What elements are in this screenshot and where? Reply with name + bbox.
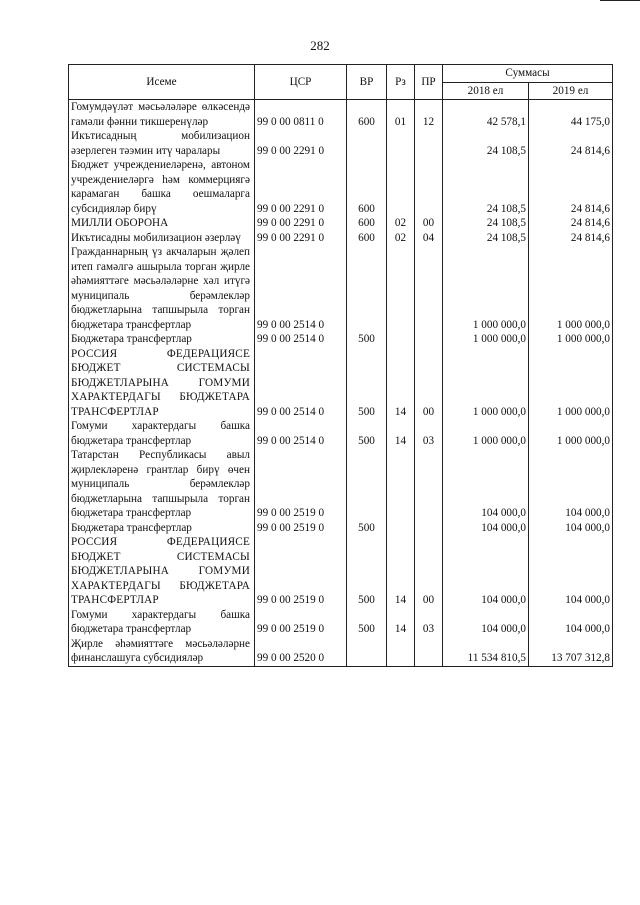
table-row <box>69 637 613 667</box>
row-sum-2019: 1 000 000,0 <box>529 332 613 347</box>
row-pr <box>415 158 443 216</box>
header-name: Исеме <box>69 65 255 100</box>
row-csr: 99 0 00 2291 0 <box>255 231 347 246</box>
row-csr: 99 0 00 2519 0 <box>255 608 347 637</box>
row-pr <box>415 521 443 536</box>
row-pr: 03 <box>415 608 443 637</box>
row-rz <box>387 158 415 216</box>
row-pr <box>415 448 443 521</box>
row-csr: 99 0 00 2519 0 <box>255 521 347 536</box>
row-name: РОССИЯ ФЕДЕРАЦИЯСЕ БЮДЖЕТ СИСТЕМАСЫ БЮДЖЕТЛАРЫНА ГОМУМИ ХАРАКТЕРДАГЫ БЮДЖЕТАРА ТРАНСФЕРТЛАР <box>69 535 255 608</box>
row-vr: 600 <box>347 231 387 246</box>
row-sum-2019: 1 000 000,0 <box>529 419 613 448</box>
row-csr: 99 0 00 2520 0 <box>255 637 347 667</box>
row-vr <box>347 637 387 667</box>
row-rz: 14 <box>387 535 415 608</box>
row-vr: 500 <box>347 608 387 637</box>
row-pr: 00 <box>415 535 443 608</box>
row-vr: 500 <box>347 332 387 347</box>
row-csr: 99 0 00 0811 0 <box>255 100 347 130</box>
table-row <box>69 100 613 130</box>
header-csr: ЦСР <box>255 65 347 100</box>
row-csr: 99 0 00 2514 0 <box>255 332 347 347</box>
row-rz <box>387 448 415 521</box>
header-pr: ПР <box>415 65 443 100</box>
row-pr: 12 <box>415 100 443 130</box>
row-sum-2018: 104 000,0 <box>443 535 529 608</box>
row-sum-2019: 104 000,0 <box>529 535 613 608</box>
row-name: Бюджетара трансфертлар <box>69 332 255 347</box>
header-vr: ВР <box>347 65 387 100</box>
row-csr: 99 0 00 2514 0 <box>255 419 347 448</box>
row-name: Бюджет учреждениеләренә, автоном учреждениеләргә һәм коммерциягә карамаган башка оешмаларга субсидияләр бирү <box>69 158 255 216</box>
row-rz <box>387 637 415 667</box>
row-csr: 99 0 00 2514 0 <box>255 245 347 332</box>
table-row <box>69 216 613 231</box>
table-row <box>69 521 613 536</box>
row-rz: 14 <box>387 347 415 420</box>
row-pr <box>415 129 443 158</box>
row-name: МИЛЛИ ОБОРОНА <box>69 216 255 231</box>
row-sum-2018: 1 000 000,0 <box>443 347 529 420</box>
row-sum-2019: 13 707 312,8 <box>529 637 613 667</box>
row-sum-2018: 104 000,0 <box>443 448 529 521</box>
table-row <box>69 419 613 448</box>
row-pr <box>415 637 443 667</box>
row-sum-2019: 104 000,0 <box>529 521 613 536</box>
row-sum-2019: 24 814,6 <box>529 216 613 231</box>
row-name: Гомуми характердагы башка бюджетара трансфертлар <box>69 419 255 448</box>
row-sum-2018: 24 108,5 <box>443 216 529 231</box>
row-pr <box>415 332 443 347</box>
row-csr: 99 0 00 2519 0 <box>255 535 347 608</box>
row-pr: 04 <box>415 231 443 246</box>
row-name: Икътисадның мобилизацион әзерлеген тәэмин итү чаралары <box>69 129 255 158</box>
row-vr: 500 <box>347 521 387 536</box>
corner-mark <box>600 0 640 1</box>
header-rz: Рз <box>387 65 415 100</box>
row-vr: 500 <box>347 347 387 420</box>
row-rz: 14 <box>387 608 415 637</box>
row-sum-2019: 24 814,6 <box>529 158 613 216</box>
row-sum-2018: 24 108,5 <box>443 231 529 246</box>
table-row <box>69 158 613 216</box>
row-rz <box>387 129 415 158</box>
budget-table <box>68 64 613 667</box>
table-row <box>69 231 613 246</box>
row-rz <box>387 521 415 536</box>
row-sum-2018: 24 108,5 <box>443 158 529 216</box>
row-name: Татарстан Республикасы авыл җирлекләренә грантлар бирү өчен муниципаль берәмлекләр бюджетларына тапшырыла торган бюджетара трансфертлар <box>69 448 255 521</box>
row-name: Икътисадны мобилизацион әзерләү <box>69 231 255 246</box>
row-vr <box>347 448 387 521</box>
row-rz <box>387 332 415 347</box>
row-sum-2019: 104 000,0 <box>529 448 613 521</box>
row-vr: 600 <box>347 216 387 231</box>
row-rz: 02 <box>387 216 415 231</box>
row-rz: 02 <box>387 231 415 246</box>
row-sum-2019: 1 000 000,0 <box>529 347 613 420</box>
row-vr: 600 <box>347 158 387 216</box>
row-sum-2019: 104 000,0 <box>529 608 613 637</box>
row-sum-2018: 104 000,0 <box>443 521 529 536</box>
table-row <box>69 608 613 637</box>
row-vr: 600 <box>347 100 387 130</box>
row-sum-2018: 11 534 810,5 <box>443 637 529 667</box>
row-rz <box>387 245 415 332</box>
row-name: Җирле әһәмияттәге мәсьәләләрне финанслашуга субсидияләр <box>69 637 255 667</box>
row-sum-2019: 44 175,0 <box>529 100 613 130</box>
row-name: РОССИЯ ФЕДЕРАЦИЯСЕ БЮДЖЕТ СИСТЕМАСЫ БЮДЖЕТЛАРЫНА ГОМУМИ ХАРАКТЕРДАГЫ БЮДЖЕТАРА ТРАНСФЕРТЛАР <box>69 347 255 420</box>
row-csr: 99 0 00 2291 0 <box>255 158 347 216</box>
row-sum-2018: 24 108,5 <box>443 129 529 158</box>
table-row <box>69 332 613 347</box>
table-row <box>69 129 613 158</box>
row-name: Гомуми характердагы башка бюджетара трансфертлар <box>69 608 255 637</box>
row-sum-2019: 1 000 000,0 <box>529 245 613 332</box>
row-rz: 01 <box>387 100 415 130</box>
row-csr: 99 0 00 2291 0 <box>255 216 347 231</box>
row-sum-2019: 24 814,6 <box>529 231 613 246</box>
row-pr: 00 <box>415 216 443 231</box>
row-sum-2018: 1 000 000,0 <box>443 419 529 448</box>
row-pr: 00 <box>415 347 443 420</box>
header-2019: 2019 ел <box>529 82 613 100</box>
row-csr: 99 0 00 2514 0 <box>255 347 347 420</box>
row-sum-2018: 42 578,1 <box>443 100 529 130</box>
row-pr: 03 <box>415 419 443 448</box>
row-vr: 500 <box>347 535 387 608</box>
row-csr: 99 0 00 2291 0 <box>255 129 347 158</box>
row-sum-2018: 1 000 000,0 <box>443 245 529 332</box>
header-2018: 2018 ел <box>443 82 529 100</box>
row-vr: 500 <box>347 419 387 448</box>
row-sum-2018: 1 000 000,0 <box>443 332 529 347</box>
row-csr: 99 0 00 2519 0 <box>255 448 347 521</box>
row-sum-2018: 104 000,0 <box>443 608 529 637</box>
table-body <box>69 100 613 667</box>
row-name: Гражданнарның үз акчаларын җәлеп итеп гамәлгә ашырыла торган җирле әһәмияттәге мәсьәләләрне хәл итүгә муниципаль берәмлекләр бюджетларына тапшырыла торган бюджетара трансфертлар <box>69 245 255 332</box>
row-vr <box>347 129 387 158</box>
row-name: Бюджетара трансфертлар <box>69 521 255 536</box>
row-sum-2019: 24 814,6 <box>529 129 613 158</box>
table-row <box>69 347 613 420</box>
row-vr <box>347 245 387 332</box>
row-pr <box>415 245 443 332</box>
row-name: Гомумдәүләт мәсьәләләре өлкәсендә гамәли фәнни тикшеренүләр <box>69 100 255 130</box>
page-number: 282 <box>310 38 330 53</box>
table-row <box>69 535 613 608</box>
row-rz: 14 <box>387 419 415 448</box>
header-sums: Суммасы <box>443 65 613 83</box>
table-row <box>69 448 613 521</box>
table-row <box>69 245 613 332</box>
